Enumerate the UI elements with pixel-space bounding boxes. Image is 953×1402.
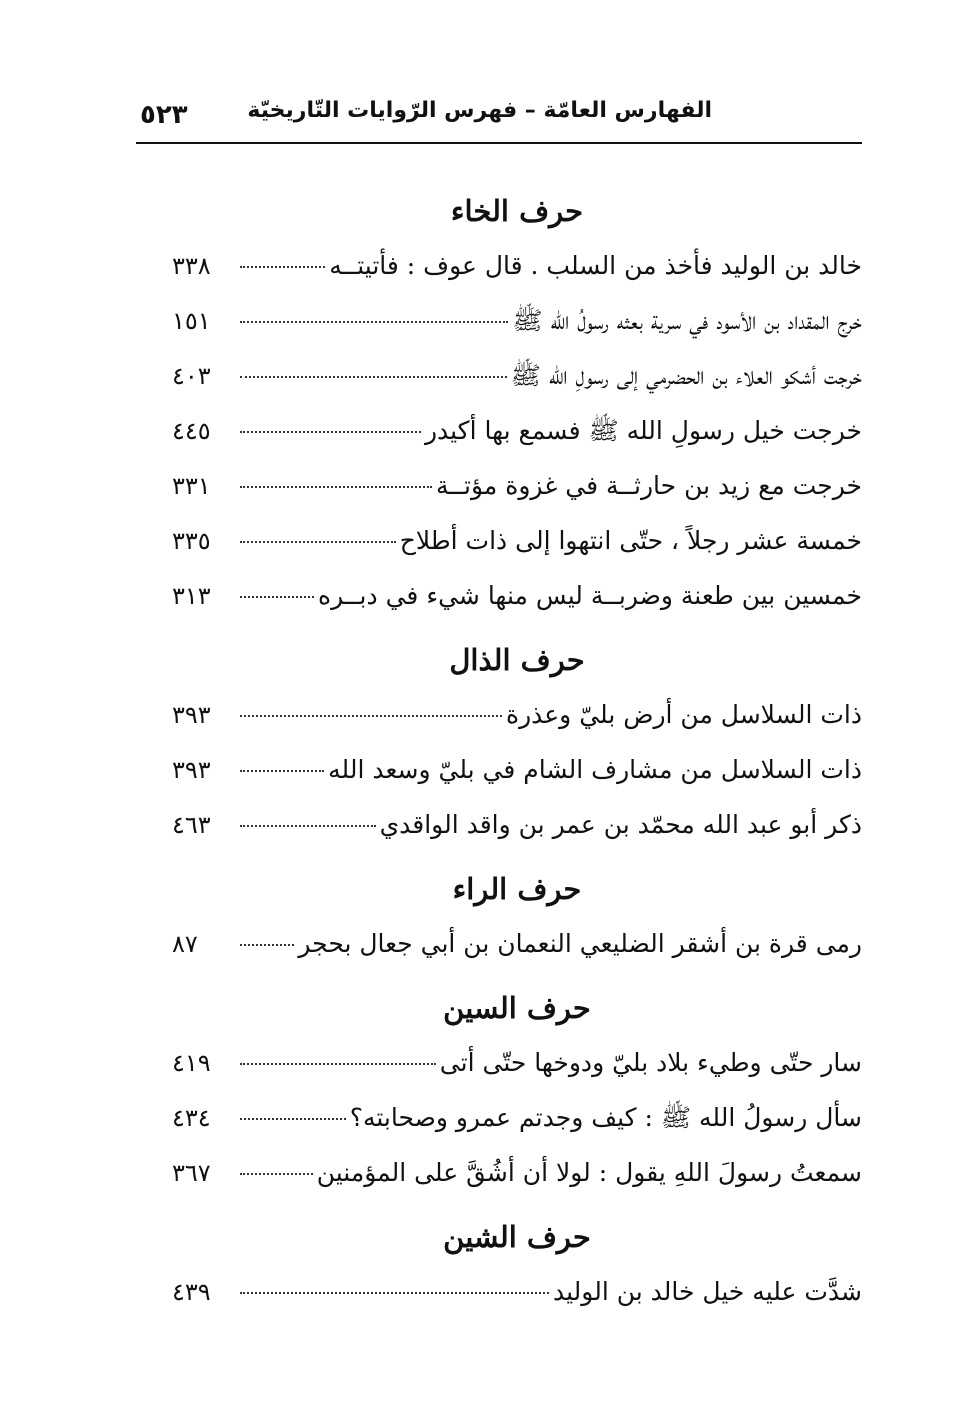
page-number: ٥٢٣ [140,100,188,130]
section-title: حرف الشين [443,1220,591,1254]
entry-text: ذات السلاسل من أرض بليّ وعذرة [505,700,862,729]
entry-page: ٣٣٥ [172,527,211,555]
section-kha [172,188,862,631]
index-entry [172,924,862,979]
dot-leader [240,1063,436,1065]
index-entry [172,356,862,411]
index-entry [172,1272,862,1327]
entry-text: سمعتُ رسولَ اللهِ يقول : لولا أن أشُقَّ على المؤمنين [316,1158,862,1187]
index-entry [172,805,862,860]
dot-leader [240,1118,346,1120]
dot-leader [240,486,432,488]
index-entry [172,1098,862,1153]
index-entry [172,466,862,521]
entry-text: خمسين بين طعنة وضربــة ليس منها شيء في دبــره [318,581,862,610]
dot-leader [240,825,376,827]
section-sin [172,985,862,1208]
dot-leader [240,596,314,598]
section-title: حرف الراء [452,872,582,906]
dot-leader [240,1292,549,1294]
dot-leader [240,431,421,433]
entry-text: خرجت أشكو العلاء بن الحضرمي إلى رسولِ الله ﷺ [510,361,862,390]
entry-page: ٤٦٣ [172,811,211,839]
index-entry [172,246,862,301]
dot-leader [240,376,507,378]
entry-page: ٤٠٣ [172,362,211,390]
dot-leader [240,770,324,772]
index-entry [172,576,862,631]
index-entry [172,750,862,805]
index-entry [172,521,862,576]
entry-text: رمى قرة بن أشقر الضليعي النعمان بن أبي جعال بحجر [298,929,862,958]
entry-text: خرج المقداد بن الأسود في سرية بعثه رسولُ الله ﷺ [512,306,862,335]
entry-page: ٣٩٣ [172,756,211,784]
entry-page: ٤٣٤ [172,1104,211,1132]
index-entry [172,411,862,466]
section-dhal [172,637,862,860]
entry-text: خالد بن الوليد فأخذ من السلب . قال عوف : فأتيتــه [329,251,862,280]
running-header [136,94,862,144]
entry-page: ٣٩٣ [172,701,211,729]
entry-page: ١٥١ [172,307,211,335]
index-entry [172,1153,862,1208]
header-title: الفهارس العامّة – فهرس الرّوايات التّاريخيّة [247,98,712,123]
entry-text: سأل رسولُ الله ﷺ : كيف وجدتم عمرو وصحابته؟ [349,1103,862,1132]
entry-text: خرجت خيل رسولِ الله ﷺ فسمع بها أكيدر [424,416,862,445]
section-title: حرف السين [443,991,591,1025]
entry-text: خرجت مع زيد بن حارثــة في غزوة مؤتــة [435,471,862,500]
entry-page: ٣٦٧ [172,1159,211,1187]
entry-page: ٣١٣ [172,582,211,610]
index-entry [172,695,862,750]
entry-page: ٨٧ [172,930,198,958]
dot-leader [240,541,396,543]
entry-page: ٣٣١ [172,472,211,500]
entry-page: ٤٣٩ [172,1278,211,1306]
index-content [172,188,862,1327]
dot-leader [240,321,508,323]
dot-leader [240,715,502,717]
entry-page: ٤١٩ [172,1049,211,1077]
entry-text: شدَّت عليه خيل خالد بن الوليد [553,1277,862,1306]
dot-leader [240,1173,313,1175]
index-entry [172,301,862,356]
dot-leader [240,266,325,268]
section-shin [172,1214,862,1327]
section-title: حرف الذال [449,643,585,677]
entry-page: ٣٣٨ [172,252,211,280]
index-entry [172,1043,862,1098]
entry-text: خمسة عشر رجلاً ، حتّى انتهوا إلى ذات أطلاح [399,526,862,555]
dot-leader [240,944,294,946]
entry-text: ذكر أبو عبد الله محمّد بن عمر بن واقد الواقدي [379,810,862,839]
section-title: حرف الخاء [450,194,584,228]
entry-page: ٤٤٥ [172,417,211,445]
section-ra [172,866,862,979]
entry-text: ذات السلاسل من مشارف الشام في بليّ وسعد الله [328,755,862,784]
entry-text: سار حتّى وطيء بلاد بليّ ودوخها حتّى أتى [439,1048,862,1077]
